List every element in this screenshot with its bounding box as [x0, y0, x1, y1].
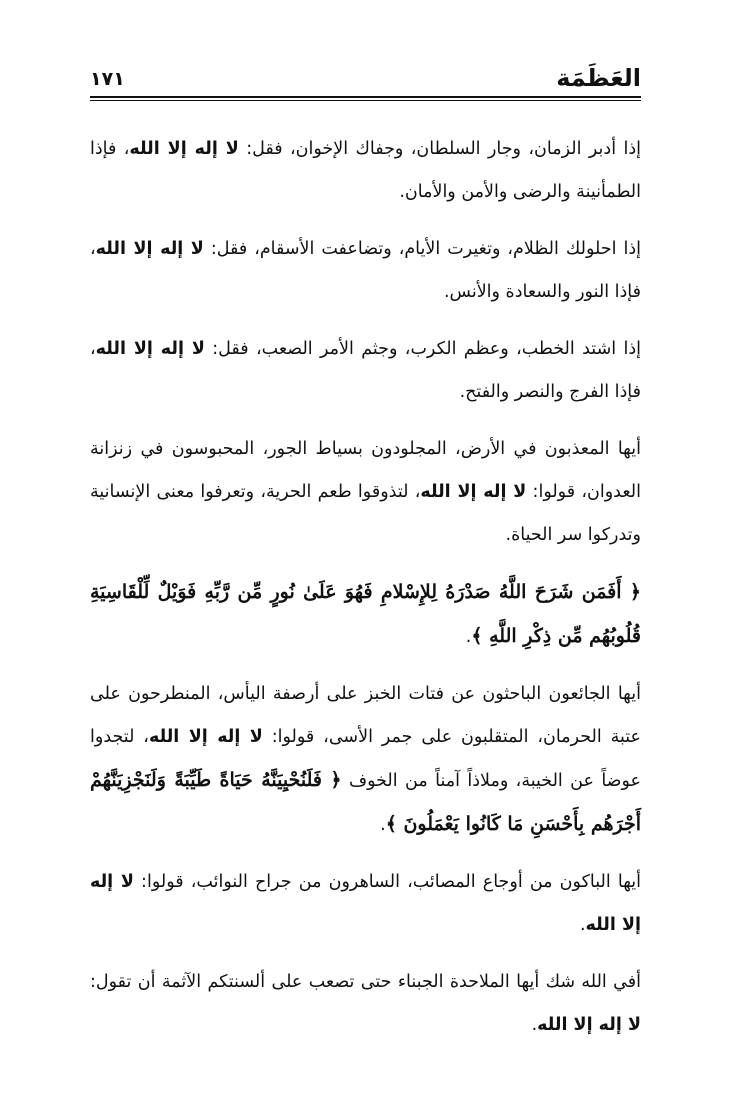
page-header — [90, 52, 641, 94]
text: ، فإذا النور والسعادة والأنس. — [90, 239, 641, 302]
text: . — [380, 815, 386, 835]
paragraph — [90, 128, 641, 214]
bold-phrase: لا إله إلا الله — [420, 482, 527, 502]
text: أيها الجائعون الباحثون عن فتات الخبز على أرصفة اليأس، المنطرحون على عتبة الحرمان، المتقلبون على جمر الأسى، قولوا: — [90, 684, 641, 747]
bold-phrase: لا إله إلا الله — [90, 872, 641, 935]
text: أيها المعذبون في الأرض، المجلودون بسياط الجور، المحبوسون في زنزانة العدوان، قولوا: — [90, 439, 641, 502]
bold-phrase: لا إله إلا الله — [95, 339, 205, 359]
text: . — [531, 1015, 538, 1035]
paragraph — [90, 861, 641, 947]
paragraph — [90, 328, 641, 414]
text: ، فإذا الطمأنينة والرضى والأمن والأمان. — [90, 139, 641, 202]
bold-phrase: لا إله إلا الله — [537, 1015, 641, 1035]
page-number: ١٧١ — [90, 68, 125, 90]
paragraph — [90, 673, 641, 847]
paragraph — [90, 228, 641, 314]
text: إذا أدبر الزمان، وجار السلطان، وجفاك الإخوان، فقل: — [238, 139, 641, 159]
text: ، لتذوقوا طعم الحرية، وتعرفوا معنى الإنسانية وتدركوا سر الحياة. — [90, 482, 641, 545]
bold-phrase: لا إله إلا الله — [148, 727, 263, 747]
page-body — [90, 128, 641, 1061]
header-rule — [90, 96, 641, 101]
text: إذا اشتد الخطب، وعظم الكرب، وجثم الأمر الصعب، فقل: — [204, 339, 641, 359]
text: . — [465, 627, 472, 647]
text: أفي الله شك أيها الملاحدة الجبناء حتى تصعب على ألسنتكم الآثمة أن تقول: — [90, 972, 641, 992]
running-title: العَظَمَة — [556, 64, 641, 92]
text: أيها الباكون من أوجاع المصائب، الساهرون من جراح النوائب، قولوا: — [133, 872, 641, 892]
quran-verse: ﴿ أَفَمَن شَرَحَ اللَّهُ صَدْرَهُ لِلإِسْلامِ فَهُوَ عَلَىٰ نُورٍ مِّن رَّبِّهِ فَوَيْلٌ لِّلْقَاسِيَةِ قُلُوبُهُم مِّن ذِكْرِ اللَّهِ ﴾ — [90, 581, 641, 647]
text: ، فإذا الفرج والنصر والفتح. — [90, 339, 641, 402]
paragraph — [90, 961, 641, 1047]
bold-phrase: لا إله إلا الله — [95, 239, 204, 259]
quran-verse-paragraph — [90, 571, 641, 659]
text: . — [579, 915, 586, 935]
text: ، لتجدوا عوضاً عن الخيبة، وملاذاً آمناً من الخوف — [90, 727, 641, 791]
paragraph — [90, 428, 641, 557]
quran-verse: ﴿ فَلَنُحْيِيَنَّهُ حَيَاةً طَيِّبَةً وَلَنَجْزِيَنَّهُمْ أَجْرَهُم بِأَحْسَنِ مَا كَانُوا يَعْمَلُونَ ﴾ — [90, 769, 641, 835]
bold-phrase: لا إله إلا الله — [129, 139, 239, 159]
text: إذا احلولك الظلام، وتغيرت الأيام، وتضاعفت الأسقام، فقل: — [203, 239, 641, 259]
